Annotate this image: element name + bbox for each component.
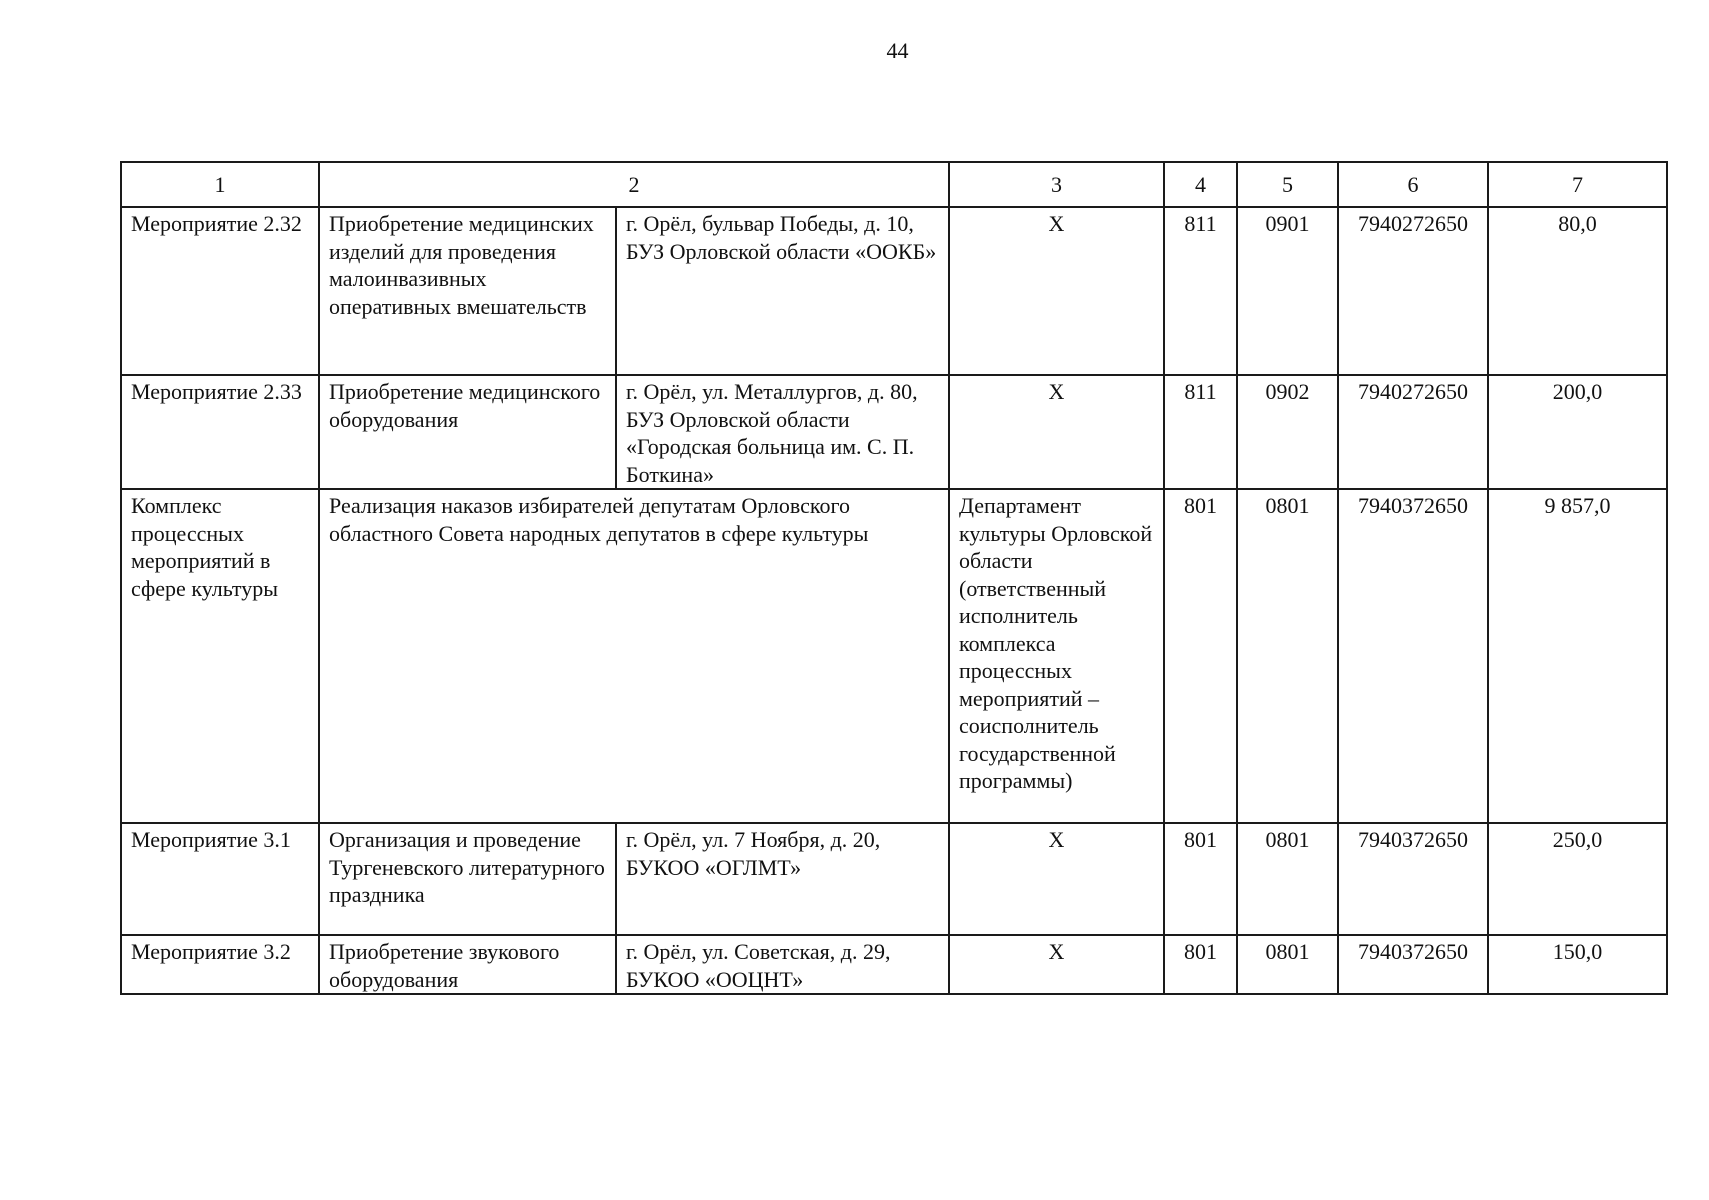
row-executor: Х xyxy=(949,375,1164,489)
header-cell-3: 3 xyxy=(949,162,1164,207)
row-name: Мероприятие 2.33 xyxy=(121,375,319,489)
row-name: Комплекс процессных мероприятий в сфере культуры xyxy=(121,489,319,823)
row-col-6: 7940272650 xyxy=(1338,375,1488,489)
table-row xyxy=(121,823,1667,935)
table-header-row xyxy=(121,162,1667,207)
row-col-7: 200,0 xyxy=(1488,375,1667,489)
row-col-4: 811 xyxy=(1164,207,1237,375)
header-cell-4: 4 xyxy=(1164,162,1237,207)
row-address: г. Орёл, ул. 7 Ноября, д. 20, БУКОО «ОГЛМТ» xyxy=(616,823,949,935)
row-col-5: 0801 xyxy=(1237,489,1338,823)
header-cell-6: 6 xyxy=(1338,162,1488,207)
table-row xyxy=(121,375,1667,489)
row-col-7: 9 857,0 xyxy=(1488,489,1667,823)
row-col-7: 80,0 xyxy=(1488,207,1667,375)
budget-table xyxy=(120,161,1668,995)
row-col-4: 801 xyxy=(1164,489,1237,823)
page-number: 44 xyxy=(886,38,909,63)
table-row xyxy=(121,207,1667,375)
row-description: Приобретение медицинских изделий для проведения малоинвазивных оперативных вмешательств xyxy=(319,207,616,375)
table-row xyxy=(121,489,1667,823)
row-col-6: 7940372650 xyxy=(1338,489,1488,823)
header-cell-2: 2 xyxy=(319,162,949,207)
row-description: Приобретение звукового оборудования xyxy=(319,935,616,994)
row-executor: Х xyxy=(949,207,1164,375)
row-col-5: 0801 xyxy=(1237,823,1338,935)
row-col-7: 250,0 xyxy=(1488,823,1667,935)
row-col-5: 0801 xyxy=(1237,935,1338,994)
row-col-4: 801 xyxy=(1164,823,1237,935)
header-cell-5: 5 xyxy=(1237,162,1338,207)
row-col-6: 7940372650 xyxy=(1338,823,1488,935)
row-executor: Департамент культуры Орловской области (ответственный исполнитель комплекса процессных мероприятий – соисполнитель государственной программы) xyxy=(949,489,1164,823)
row-address: г. Орёл, ул. Советская, д. 29, БУКОО «ООЦНТ» xyxy=(616,935,949,994)
row-col-5: 0901 xyxy=(1237,207,1338,375)
row-name: Мероприятие 3.1 xyxy=(121,823,319,935)
row-address: г. Орёл, ул. Металлургов, д. 80, БУЗ Орловской области «Городская больница им. С. П. Боткина» xyxy=(616,375,949,489)
row-col-4: 811 xyxy=(1164,375,1237,489)
row-executor: Х xyxy=(949,823,1164,935)
row-executor: Х xyxy=(949,935,1164,994)
table-row xyxy=(121,935,1667,994)
row-col-4: 801 xyxy=(1164,935,1237,994)
row-address: г. Орёл, бульвар Победы, д. 10, БУЗ Орловской области «ООКБ» xyxy=(616,207,949,375)
row-name: Мероприятие 2.32 xyxy=(121,207,319,375)
row-description: Приобретение медицинского оборудования xyxy=(319,375,616,489)
header-cell-1: 1 xyxy=(121,162,319,207)
row-col-5: 0902 xyxy=(1237,375,1338,489)
row-description: Организация и проведение Тургеневского литературного праздника xyxy=(319,823,616,935)
header-cell-7: 7 xyxy=(1488,162,1667,207)
row-description: Реализация наказов избирателей депутатам Орловского областного Совета народных депутатов в сфере культуры xyxy=(319,489,949,823)
row-col-7: 150,0 xyxy=(1488,935,1667,994)
row-col-6: 7940272650 xyxy=(1338,207,1488,375)
row-name: Мероприятие 3.2 xyxy=(121,935,319,994)
row-col-6: 7940372650 xyxy=(1338,935,1488,994)
